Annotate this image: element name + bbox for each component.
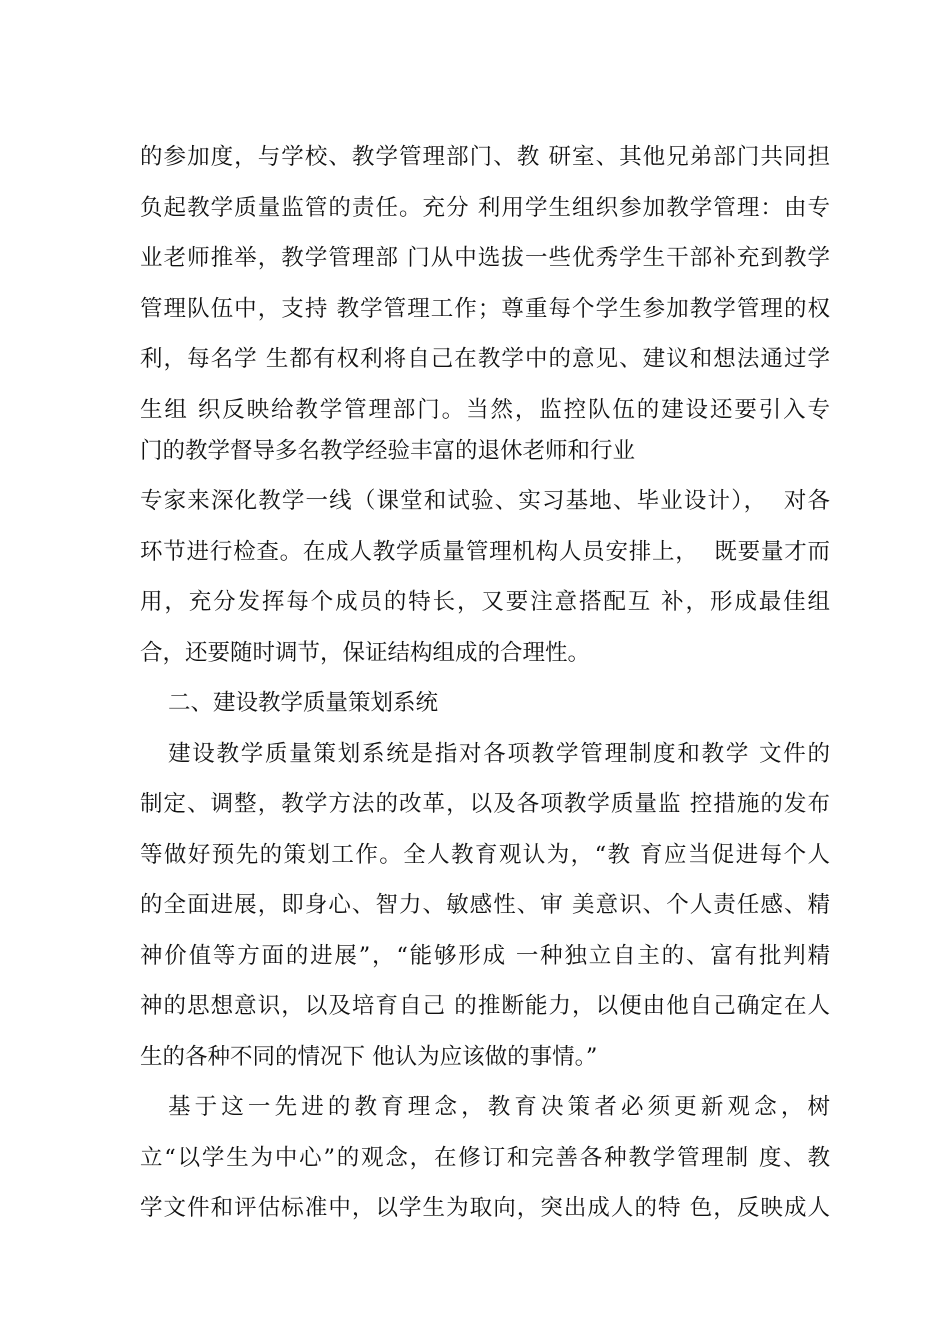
- body-line: 建设教学质量策划系统是指对各项教学管理制度和教学 文件的: [168, 741, 830, 767]
- section-heading: 二、建设教学质量策划系统: [168, 690, 439, 716]
- body-line: 业老师推举，教学管理部 门从中选拔一些优秀学生干部补充到教学: [140, 245, 830, 271]
- body-line: 立“以学生为中心”的观念，在修订和完善各种教学管理制 度、教: [140, 1145, 830, 1171]
- body-line: 基于这一先进的教育理念，教育决策者必须更新观念，树: [168, 1094, 830, 1120]
- body-line: 神价值等方面的进展”，“能够形成 一种独立自主的、富有批判精: [140, 943, 830, 969]
- body-line: 环节进行检查。在成人教学质量管理机构人员安排上， 既要量才而: [140, 539, 830, 565]
- body-line: 的全面进展，即身心、智力、敏感性、审 美意识、个人责任感、精: [140, 892, 830, 918]
- body-line: 利，每名学 生都有权利将自己在教学中的意见、建议和想法通过学: [140, 346, 830, 372]
- body-line: 生的各种不同的情况下 他认为应该做的事情。”: [140, 1044, 598, 1070]
- body-line: 等做好预先的策划工作。全人教育观认为，“教 育应当促进每个人: [140, 842, 830, 868]
- body-line: 管理队伍中，支持 教学管理工作；尊重每个学生参加教学管理的权: [140, 296, 830, 322]
- body-line: 负起教学质量监管的责任。充分 利用学生组织参加教学管理：由专: [140, 195, 830, 221]
- body-line: 合，还要随时调节，保证结构组成的合理性。: [140, 640, 591, 666]
- body-line: 门的教学督导多名教学经验丰富的退休老师和行业: [140, 438, 636, 464]
- body-line: 用，充分发挥每个成员的特长，又要注意搭配互 补，形成最佳组: [140, 589, 830, 615]
- body-line: 神的思想意识，以及培育自己 的推断能力，以便由他自己确定在人: [140, 993, 830, 1019]
- body-line: 的参加度，与学校、教学管理部门、教 研室、其他兄弟部门共同担: [140, 144, 830, 170]
- body-line: 专家来深化教学一线（课堂和试验、实习基地、毕业设计）， 对各: [140, 488, 830, 514]
- body-line: 学文件和评估标准中，以学生为取向，突出成人的特 色，反映成人: [140, 1195, 830, 1221]
- body-line: 制定、调整，教学方法的改革，以及各项教学质量监 控措施的发布: [140, 791, 830, 817]
- body-line: 生组 织反映给教学管理部门。当然，监控队伍的建设还要引入专: [140, 397, 830, 423]
